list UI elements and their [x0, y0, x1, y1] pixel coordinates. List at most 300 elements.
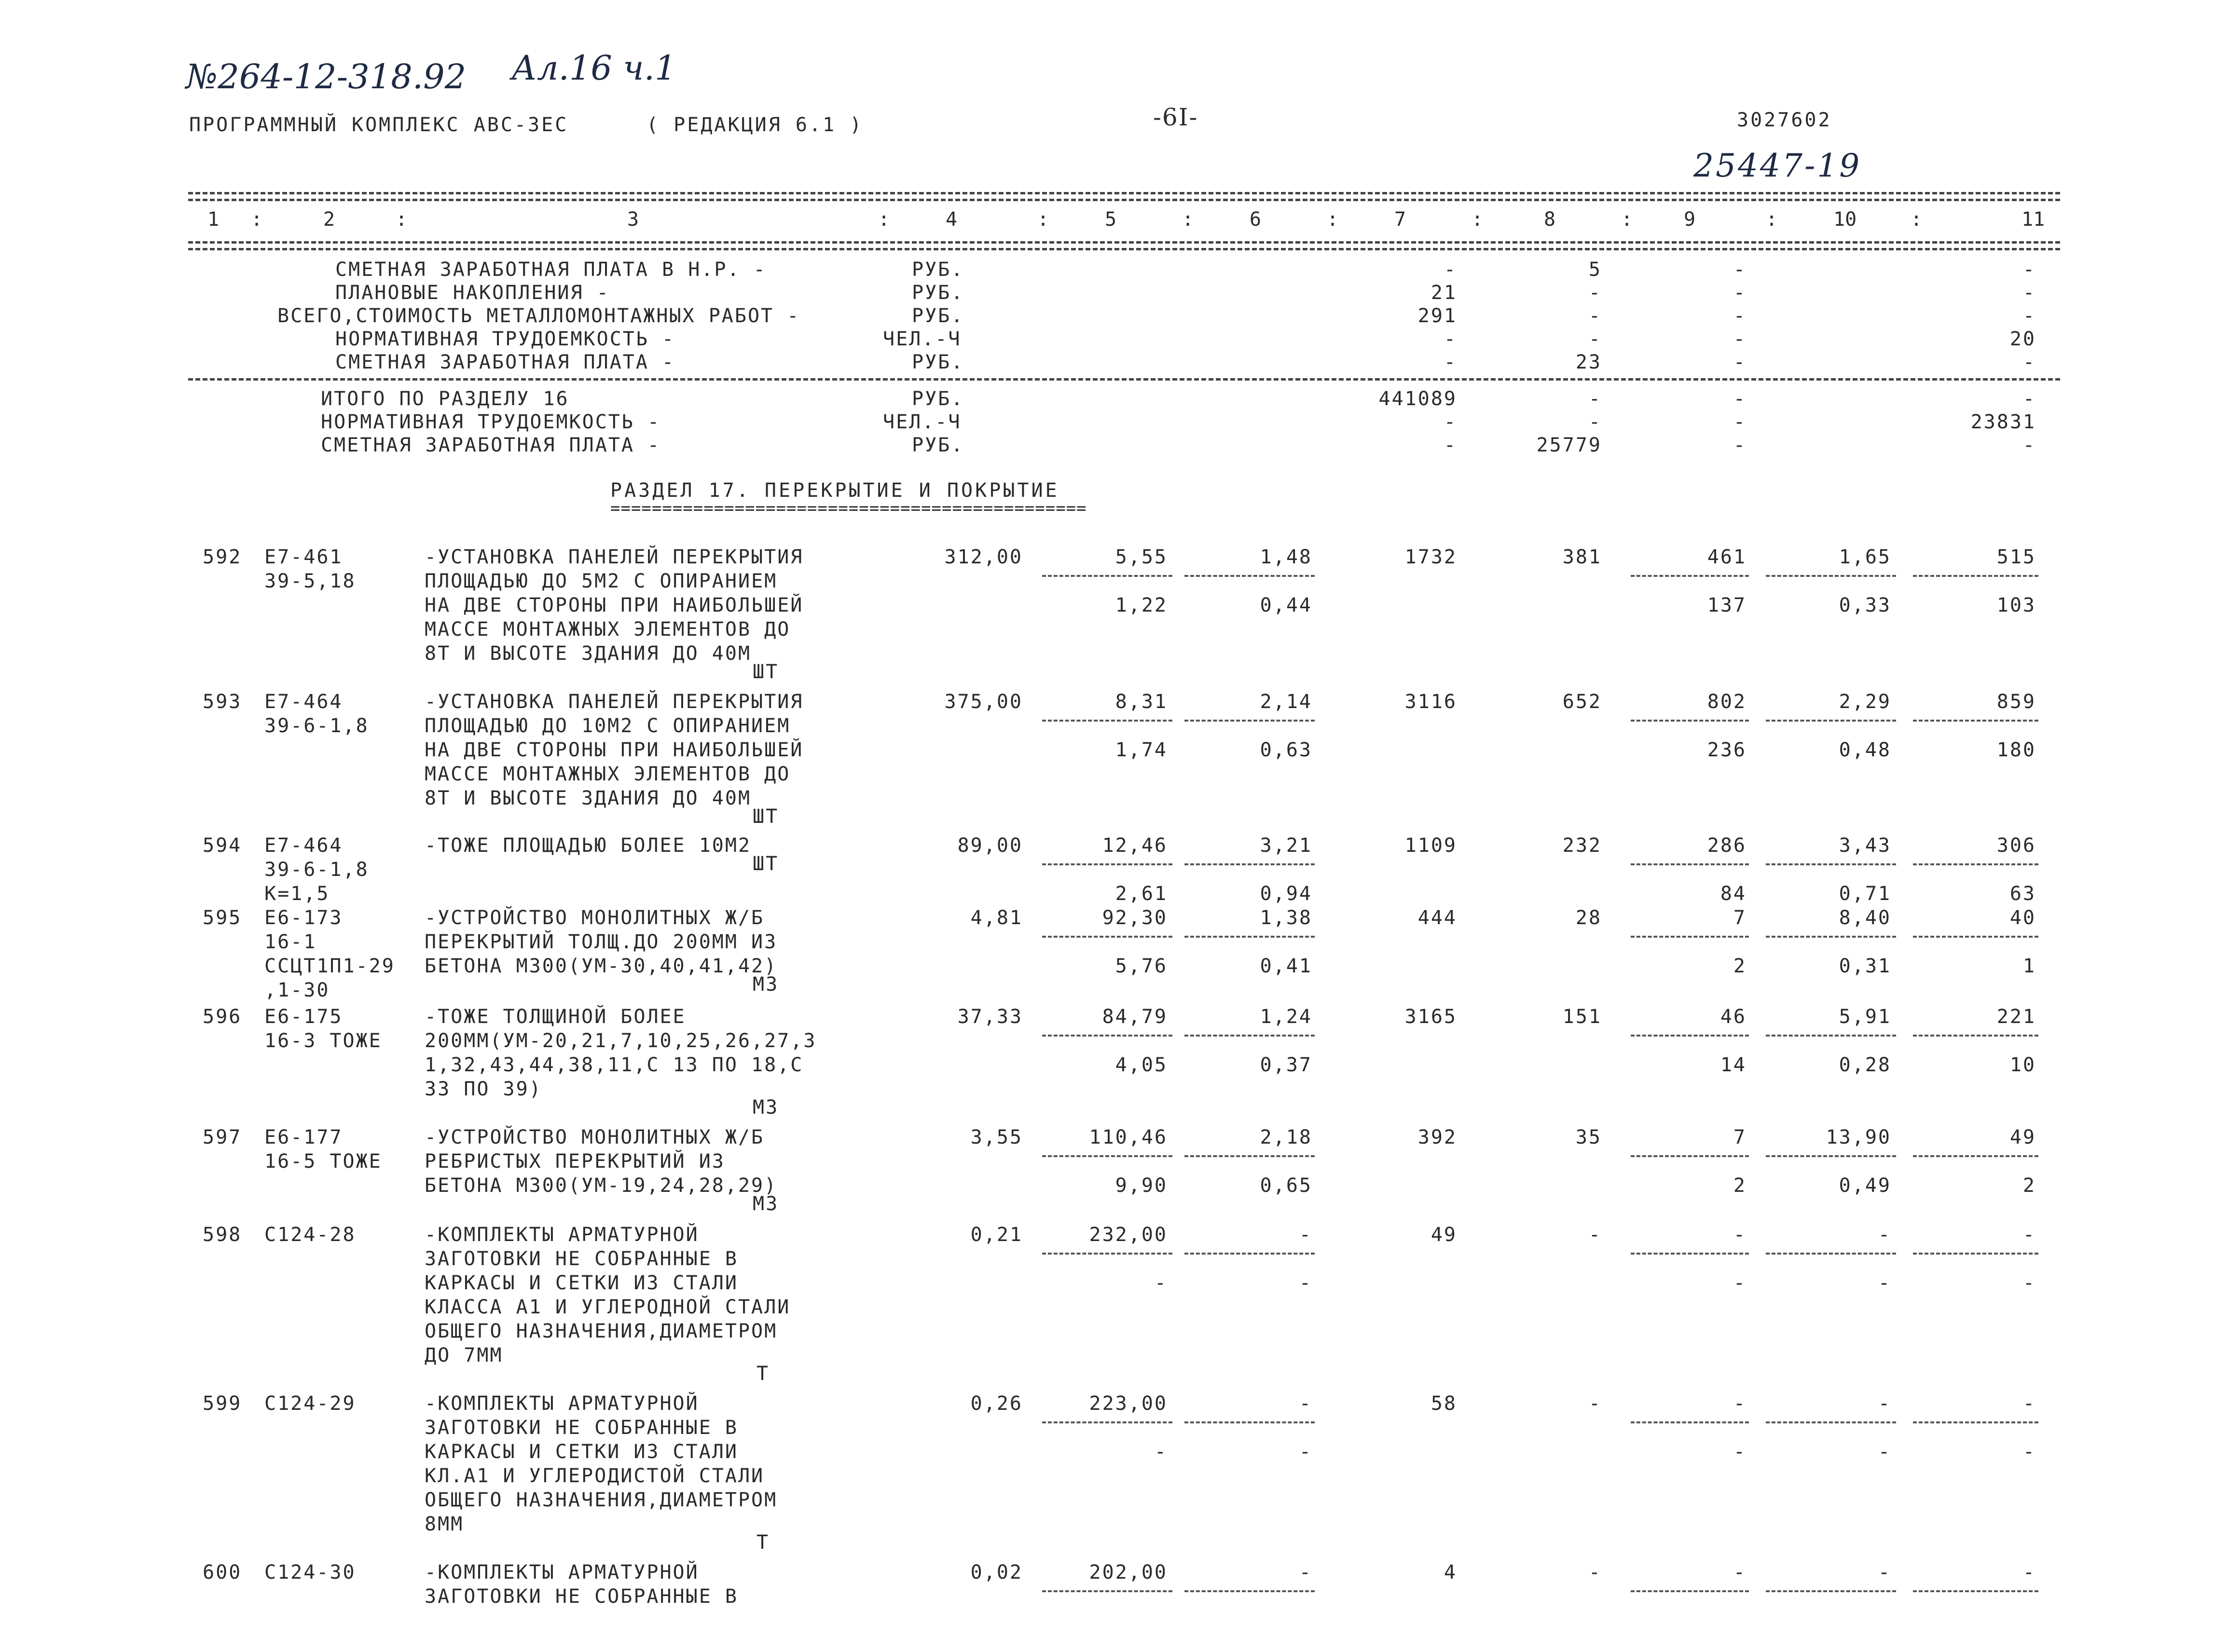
item-description: -КОМПЛЕКТЫ АРМАТУРНОЙ — [425, 1561, 699, 1584]
sub-rule-c5 — [1042, 1421, 1172, 1423]
item-value-c6: 2,18 — [1260, 1126, 1312, 1148]
summary-unit: РУБ. — [912, 434, 964, 456]
section-underline: ============================================== — [610, 499, 1087, 518]
sub-rule-c11 — [1913, 575, 2038, 577]
item-value-c5: 8,31 — [1115, 691, 1168, 713]
item-description: ЗАГОТОВКИ НЕ СОБРАННЫЕ В — [425, 1585, 738, 1608]
item-wage-c6: 0,37 — [1260, 1054, 1312, 1076]
summary-value: - — [2022, 305, 2036, 327]
sub-rule-c10 — [1766, 863, 1896, 865]
item-wage-c6: 0,44 — [1260, 594, 1312, 616]
sub-rule-c9 — [1631, 863, 1749, 865]
summary-label: СМЕТНАЯ ЗАРАБОТНАЯ ПЛАТА - — [335, 351, 675, 373]
item-wage-c11: 2 — [2022, 1174, 2036, 1197]
page-number: -6I- — [1153, 103, 1198, 131]
column-separator: : — [1182, 208, 1194, 231]
item-value-c4: 0,02 — [970, 1561, 1023, 1584]
item-description: НА ДВЕ СТОРОНЫ ПРИ НАИБОЛЬШЕЙ — [425, 739, 804, 761]
summary-value: - — [1733, 411, 1747, 433]
column-separator: : — [1327, 208, 1339, 231]
item-wage-c5: 5,76 — [1115, 955, 1168, 977]
item-description: МАССЕ МОНТАЖНЫХ ЭЛЕМЕНТОВ ДО — [425, 618, 791, 641]
sub-rule-c5 — [1042, 1155, 1172, 1157]
item-value-c6: - — [1299, 1224, 1312, 1246]
item-number: 597 — [203, 1126, 242, 1148]
item-unit: Т — [756, 1363, 770, 1385]
sub-rule-c5 — [1042, 720, 1172, 722]
summary-label: ВСЕГО,СТОИМОСТЬ МЕТАЛЛОМОНТАЖНЫХ РАБОТ - — [277, 305, 800, 327]
column-separator: : — [1766, 208, 1778, 231]
item-value-c11: 40 — [2009, 907, 2036, 929]
summary-label: ИТОГО ПО РАЗДЕЛУ 16 — [321, 388, 569, 410]
sub-rule-c10 — [1766, 1035, 1896, 1037]
item-wage-c11: - — [2022, 1441, 2036, 1463]
summary-value: - — [1588, 305, 1602, 327]
item-value-c4: 0,21 — [970, 1224, 1023, 1246]
item-description: ПЕРЕКРЫТИЙ ТОЛЩ.ДО 200ММ ИЗ — [425, 931, 778, 953]
item-code: Е6-177 — [264, 1126, 343, 1148]
sub-rule-c9 — [1631, 1590, 1749, 1592]
item-description: КЛАССА А1 И УГЛЕРОДНОЙ СТАЛИ — [425, 1296, 791, 1318]
sub-rule-c9 — [1631, 936, 1749, 938]
item-description: 33 ПО 39) — [425, 1078, 542, 1100]
item-value-c7: 4 — [1444, 1561, 1457, 1584]
item-unit: ШТ — [753, 806, 779, 828]
summary-value: 20 — [2009, 328, 2036, 350]
column-header: 11 — [2022, 208, 2045, 231]
item-description: -УСТРОЙСТВО МОНОЛИТНЫХ Ж/Б — [425, 1126, 765, 1148]
item-value-c9: - — [1733, 1561, 1747, 1584]
item-wage-c10: 0,33 — [1839, 594, 1891, 616]
item-description: -УСТАНОВКА ПАНЕЛЕЙ ПЕРЕКРЫТИЯ — [425, 691, 804, 713]
item-description: -УСТАНОВКА ПАНЕЛЕЙ ПЕРЕКРЫТИЯ — [425, 546, 804, 568]
sub-rule-c9 — [1631, 1253, 1749, 1255]
sub-rule-c5 — [1042, 575, 1172, 577]
summary-value: - — [1733, 282, 1747, 304]
sub-rule-c6 — [1184, 1590, 1315, 1592]
sub-rule-c11 — [1913, 1155, 2038, 1157]
column-header: 10 — [1833, 208, 1857, 231]
summary-unit: ЧЕЛ.-Ч — [883, 328, 962, 350]
summary-value: - — [1733, 388, 1747, 410]
item-description: -УСТРОЙСТВО МОНОЛИТНЫХ Ж/Б — [425, 907, 765, 929]
item-number: 600 — [203, 1561, 242, 1584]
item-wage-c5: 4,05 — [1115, 1054, 1168, 1076]
column-separator: : — [396, 208, 408, 231]
program-name: ПРОГРАММНЫЙ КОМПЛЕКС АВС-3ЕС — [189, 114, 569, 136]
summary-value: - — [1588, 388, 1602, 410]
summary-value: - — [1733, 434, 1747, 456]
sub-rule-c10 — [1766, 1421, 1896, 1423]
column-header: 8 — [1544, 208, 1556, 231]
item-value-c10: 8,40 — [1839, 907, 1891, 929]
item-wage-c9: - — [1733, 1272, 1747, 1294]
item-number: 595 — [203, 907, 242, 929]
summary-unit: РУБ. — [912, 351, 964, 373]
item-wage-c10: 0,28 — [1839, 1054, 1891, 1076]
sub-rule-c10 — [1766, 1253, 1896, 1255]
item-description: БЕТОНА М300(УМ-30,40,41,42) — [425, 955, 778, 977]
item-value-c10: 2,29 — [1839, 691, 1891, 713]
sub-rule-c6 — [1184, 1253, 1315, 1255]
item-value-c11: 49 — [2009, 1126, 2036, 1148]
item-code: ССЦТ1П1-29 — [264, 955, 395, 977]
item-value-c4: 89,00 — [957, 834, 1023, 857]
column-header: 1 — [207, 208, 220, 231]
item-number: 598 — [203, 1224, 242, 1246]
summary-label: НОРМАТИВНАЯ ТРУДОЕМКОСТЬ - — [321, 411, 661, 433]
item-value-c7: 1732 — [1404, 546, 1457, 568]
column-separator: : — [251, 208, 263, 231]
item-value-c6: 3,21 — [1260, 834, 1312, 857]
item-value-c6: 1,38 — [1260, 907, 1312, 929]
item-wage-c9: 137 — [1707, 594, 1747, 616]
item-value-c8: 151 — [1562, 1006, 1602, 1028]
item-value-c9: 461 — [1707, 546, 1747, 568]
item-value-c6: 2,14 — [1260, 691, 1312, 713]
item-wage-c5: 2,61 — [1115, 883, 1168, 905]
item-value-c8: - — [1588, 1224, 1602, 1246]
item-description: -КОМПЛЕКТЫ АРМАТУРНОЙ — [425, 1393, 699, 1415]
summary-unit: РУБ. — [912, 388, 964, 410]
column-separator: : — [1472, 208, 1484, 231]
column-header: 5 — [1105, 208, 1117, 231]
item-code: 39-5,18 — [264, 570, 356, 592]
summary-unit: РУБ. — [912, 259, 964, 281]
item-description: 200ММ(УМ-20,21,7,10,25,26,27,3 — [425, 1030, 817, 1052]
summary-value: - — [2022, 388, 2036, 410]
item-wage-c10: - — [1878, 1272, 1891, 1294]
item-value-c5: 92,30 — [1102, 907, 1168, 929]
item-description: ОБЩЕГО НАЗНАЧЕНИЯ,ДИАМЕТРОМ — [425, 1489, 778, 1511]
sub-rule-c5 — [1042, 936, 1172, 938]
item-value-c8: - — [1588, 1561, 1602, 1584]
item-wage-c10: 0,48 — [1839, 739, 1891, 761]
item-wage-c5: - — [1154, 1272, 1168, 1294]
sub-rule-c9 — [1631, 1155, 1749, 1157]
item-code: 16-3 ТОЖЕ — [264, 1030, 382, 1052]
item-description: -ТОЖЕ ПЛОЩАДЬЮ БОЛЕЕ 10М2 — [425, 834, 752, 857]
item-value-c9: 286 — [1707, 834, 1747, 857]
summary-unit: РУБ. — [912, 282, 964, 304]
item-code: Е7-464 — [264, 834, 343, 857]
item-value-c5: 232,00 — [1089, 1224, 1168, 1246]
item-wage-c10: 0,49 — [1839, 1174, 1891, 1197]
sub-rule-c11 — [1913, 1421, 2038, 1423]
summary-label: НОРМАТИВНАЯ ТРУДОЕМКОСТЬ - — [335, 328, 675, 350]
edition: ( РЕДАКЦИЯ 6.1 ) — [646, 114, 864, 136]
item-wage-c6: - — [1299, 1441, 1312, 1463]
item-value-c7: 392 — [1417, 1126, 1457, 1148]
header-bottom-rule-1 — [188, 241, 2060, 244]
sub-rule-c9 — [1631, 575, 1749, 577]
sub-rule-c9 — [1631, 1421, 1749, 1423]
item-value-c6: - — [1299, 1561, 1312, 1584]
header-bottom-rule-2 — [188, 248, 2060, 250]
document-code: 3027602 — [1737, 109, 1832, 131]
item-value-c10: 3,43 — [1839, 834, 1891, 857]
item-number: 599 — [203, 1393, 242, 1415]
summary-value: 21 — [1430, 282, 1457, 304]
item-value-c9: 802 — [1707, 691, 1747, 713]
item-value-c11: 306 — [1996, 834, 2036, 857]
item-code: ,1-30 — [264, 979, 330, 1001]
item-wage-c6: 0,63 — [1260, 739, 1312, 761]
item-value-c4: 37,33 — [957, 1006, 1023, 1028]
item-value-c11: - — [2022, 1561, 2036, 1584]
item-value-c8: 381 — [1562, 546, 1602, 568]
item-value-c4: 375,00 — [944, 691, 1023, 713]
sub-rule-c5 — [1042, 1035, 1172, 1037]
item-wage-c10: - — [1878, 1441, 1891, 1463]
item-description: ОБЩЕГО НАЗНАЧЕНИЯ,ДИАМЕТРОМ — [425, 1320, 778, 1342]
item-value-c11: 859 — [1996, 691, 2036, 713]
item-code: С124-30 — [264, 1561, 356, 1584]
item-value-c11: - — [2022, 1393, 2036, 1415]
summary-value: 25779 — [1536, 434, 1602, 456]
item-unit: М3 — [753, 1096, 779, 1119]
sub-rule-c6 — [1184, 1035, 1315, 1037]
summary-value: - — [1444, 259, 1457, 281]
column-separator: : — [878, 208, 890, 231]
item-code: 16-1 — [264, 931, 317, 953]
column-separator: : — [1621, 208, 1633, 231]
summary-value: - — [1733, 259, 1747, 281]
item-value-c10: 13,90 — [1826, 1126, 1891, 1148]
item-unit: ШТ — [753, 661, 779, 683]
item-description: -КОМПЛЕКТЫ АРМАТУРНОЙ — [425, 1224, 699, 1246]
sub-rule-c10 — [1766, 1155, 1896, 1157]
item-value-c8: 652 — [1562, 691, 1602, 713]
item-wage-c11: 103 — [1996, 594, 2036, 616]
item-code: Е6-175 — [264, 1006, 343, 1028]
item-value-c4: 0,26 — [970, 1393, 1023, 1415]
item-wage-c6: 0,94 — [1260, 883, 1312, 905]
column-separator: : — [1911, 208, 1923, 231]
item-value-c4: 312,00 — [944, 546, 1023, 568]
item-description: ЗАГОТОВКИ НЕ СОБРАННЫЕ В — [425, 1417, 738, 1439]
item-code: 16-5 ТОЖЕ — [264, 1150, 382, 1173]
sub-rule-c6 — [1184, 575, 1315, 577]
item-unit: М3 — [753, 973, 779, 996]
item-code: Е7-461 — [264, 546, 343, 568]
item-wage-c9: 2 — [1733, 1174, 1747, 1197]
item-value-c5: 84,79 — [1102, 1006, 1168, 1028]
summary-value: - — [1588, 328, 1602, 350]
item-value-c10: - — [1878, 1393, 1891, 1415]
item-value-c6: 1,48 — [1260, 546, 1312, 568]
item-number: 593 — [203, 691, 242, 713]
column-separator: : — [1037, 208, 1049, 231]
summary-label: СМЕТНАЯ ЗАРАБОТНАЯ ПЛАТА В Н.Р. - — [335, 259, 767, 281]
sub-rule-c10 — [1766, 936, 1896, 938]
item-wage-c9: - — [1733, 1441, 1747, 1463]
summary-value: - — [1733, 328, 1747, 350]
item-value-c7: 444 — [1417, 907, 1457, 929]
item-unit: Т — [756, 1531, 770, 1554]
item-value-c6: - — [1299, 1393, 1312, 1415]
handwritten-doc-ref: №264-12-318.92 — [186, 57, 467, 96]
sub-rule-c9 — [1631, 720, 1749, 722]
sub-rule-c11 — [1913, 863, 2038, 865]
handwritten-number: 25447-19 — [1693, 147, 1862, 184]
item-wage-c5: - — [1154, 1441, 1168, 1463]
summary-value: - — [1588, 282, 1602, 304]
sub-rule-c10 — [1766, 720, 1896, 722]
summary-value: - — [2022, 351, 2036, 373]
item-description: КЛ.А1 И УГЛЕРОДИСТОЙ СТАЛИ — [425, 1465, 765, 1487]
item-value-c9: 7 — [1733, 1126, 1747, 1148]
column-header: 3 — [627, 208, 639, 231]
item-unit: М3 — [753, 1193, 779, 1215]
sub-rule-c6 — [1184, 720, 1315, 722]
summary-value: - — [2022, 259, 2036, 281]
item-wage-c10: 0,71 — [1839, 883, 1891, 905]
column-header: 9 — [1684, 208, 1696, 231]
summary-value: - — [1733, 351, 1747, 373]
summary-value: - — [1588, 411, 1602, 433]
top-rule-2 — [188, 199, 2060, 201]
item-value-c10: - — [1878, 1561, 1891, 1584]
summary-rule — [188, 378, 2060, 381]
sub-rule-c10 — [1766, 1590, 1896, 1592]
item-wage-c5: 1,74 — [1115, 739, 1168, 761]
sub-rule-c11 — [1913, 936, 2038, 938]
item-wage-c9: 14 — [1720, 1054, 1747, 1076]
item-description: ПЛОЩАДЬЮ ДО 5М2 С ОПИРАНИЕМ — [425, 570, 778, 592]
item-number: 594 — [203, 834, 242, 857]
item-value-c8: 28 — [1575, 907, 1602, 929]
summary-value: 291 — [1417, 305, 1457, 327]
item-value-c5: 223,00 — [1089, 1393, 1168, 1415]
item-wage-c9: 236 — [1707, 739, 1747, 761]
item-value-c8: - — [1588, 1393, 1602, 1415]
handwritten-sheet-ref: Ал.16 ч.1 — [511, 48, 676, 88]
column-header: 4 — [946, 208, 958, 231]
item-description: БЕТОНА М300(УМ-19,24,28,29) — [425, 1174, 778, 1197]
sub-rule-c6 — [1184, 1421, 1315, 1423]
item-value-c4: 3,55 — [970, 1126, 1023, 1148]
item-description: 8Т И ВЫСОТЕ ЗДАНИЯ ДО 40М — [425, 642, 752, 665]
summary-value: 23831 — [1970, 411, 2036, 433]
item-description: 1,32,43,44,38,11,С 13 ПО 18,С — [425, 1054, 804, 1076]
column-header: 2 — [323, 208, 335, 231]
summary-value: - — [1444, 351, 1457, 373]
item-description: МАССЕ МОНТАЖНЫХ ЭЛЕМЕНТОВ ДО — [425, 763, 791, 785]
item-description: ДО 7ММ — [425, 1344, 503, 1366]
item-code: Е6-173 — [264, 907, 343, 929]
item-wage-c5: 1,22 — [1115, 594, 1168, 616]
item-wage-c6: 0,41 — [1260, 955, 1312, 977]
sub-rule-c9 — [1631, 1035, 1749, 1037]
item-value-c4: 4,81 — [970, 907, 1023, 929]
item-description: 8Т И ВЫСОТЕ ЗДАНИЯ ДО 40М — [425, 787, 752, 809]
item-description: 8ММ — [425, 1513, 464, 1535]
item-value-c7: 3165 — [1404, 1006, 1457, 1028]
sub-rule-c5 — [1042, 863, 1172, 865]
summary-unit: ЧЕЛ.-Ч — [883, 411, 962, 433]
item-wage-c11: 10 — [2009, 1054, 2036, 1076]
item-description: КАРКАСЫ И СЕТКИ ИЗ СТАЛИ — [425, 1441, 738, 1463]
item-number: 596 — [203, 1006, 242, 1028]
item-description: КАРКАСЫ И СЕТКИ ИЗ СТАЛИ — [425, 1272, 738, 1294]
item-code: 39-6-1,8 — [264, 859, 369, 881]
column-header: 7 — [1394, 208, 1406, 231]
summary-label: СМЕТНАЯ ЗАРАБОТНАЯ ПЛАТА - — [321, 434, 661, 456]
item-value-c5: 12,46 — [1102, 834, 1168, 857]
item-description: НА ДВЕ СТОРОНЫ ПРИ НАИБОЛЬШЕЙ — [425, 594, 804, 616]
item-wage-c6: - — [1299, 1272, 1312, 1294]
sub-rule-c6 — [1184, 863, 1315, 865]
top-rule-1 — [188, 192, 2060, 194]
sub-rule-c5 — [1042, 1590, 1172, 1592]
summary-value: - — [1444, 411, 1457, 433]
item-code: С124-28 — [264, 1224, 356, 1246]
sub-rule-c11 — [1913, 1035, 2038, 1037]
item-description: ПЛОЩАДЬЮ ДО 10М2 С ОПИРАНИЕМ — [425, 715, 791, 737]
item-value-c8: 35 — [1575, 1126, 1602, 1148]
item-wage-c11: 1 — [2022, 955, 2036, 977]
column-header: 6 — [1250, 208, 1262, 231]
item-wage-c9: 84 — [1720, 883, 1747, 905]
item-wage-c9: 2 — [1733, 955, 1747, 977]
item-value-c11: - — [2022, 1224, 2036, 1246]
item-value-c7: 1109 — [1404, 834, 1457, 857]
item-wage-c6: 0,65 — [1260, 1174, 1312, 1197]
item-code: Е7-464 — [264, 691, 343, 713]
sub-rule-c5 — [1042, 1253, 1172, 1255]
summary-value: 23 — [1575, 351, 1602, 373]
item-number: 592 — [203, 546, 242, 568]
item-code: К=1,5 — [264, 883, 330, 905]
item-value-c9: - — [1733, 1393, 1747, 1415]
item-value-c10: - — [1878, 1224, 1891, 1246]
section-title: РАЗДЕЛ 17. ПЕРЕКРЫТИЕ И ПОКРЫТИЕ — [610, 479, 1059, 502]
item-value-c7: 3116 — [1404, 691, 1457, 713]
summary-value: - — [1444, 434, 1457, 456]
item-value-c5: 5,55 — [1115, 546, 1168, 568]
item-value-c9: 7 — [1733, 907, 1747, 929]
item-description: -ТОЖЕ ТОЛЩИНОЙ БОЛЕЕ — [425, 1006, 686, 1028]
sub-rule-c6 — [1184, 1155, 1315, 1157]
item-wage-c5: 9,90 — [1115, 1174, 1168, 1197]
item-wage-c11: - — [2022, 1272, 2036, 1294]
summary-value: - — [1733, 305, 1747, 327]
summary-unit: РУБ. — [912, 305, 964, 327]
item-value-c8: 232 — [1562, 834, 1602, 857]
sub-rule-c6 — [1184, 936, 1315, 938]
item-code: 39-6-1,8 — [264, 715, 369, 737]
summary-value: - — [2022, 282, 2036, 304]
item-value-c6: 1,24 — [1260, 1006, 1312, 1028]
item-value-c7: 58 — [1430, 1393, 1457, 1415]
item-description: ЗАГОТОВКИ НЕ СОБРАННЫЕ В — [425, 1248, 738, 1270]
item-wage-c11: 180 — [1996, 739, 2036, 761]
item-value-c11: 515 — [1996, 546, 2036, 568]
item-wage-c11: 63 — [2009, 883, 2036, 905]
item-value-c11: 221 — [1996, 1006, 2036, 1028]
item-wage-c10: 0,31 — [1839, 955, 1891, 977]
item-unit: ШТ — [753, 853, 779, 875]
item-value-c10: 5,91 — [1839, 1006, 1891, 1028]
sub-rule-c11 — [1913, 720, 2038, 722]
summary-value: - — [2022, 434, 2036, 456]
sub-rule-c11 — [1913, 1253, 2038, 1255]
item-value-c5: 110,46 — [1089, 1126, 1168, 1148]
sub-rule-c11 — [1913, 1590, 2038, 1592]
item-value-c9: - — [1733, 1224, 1747, 1246]
item-value-c5: 202,00 — [1089, 1561, 1168, 1584]
